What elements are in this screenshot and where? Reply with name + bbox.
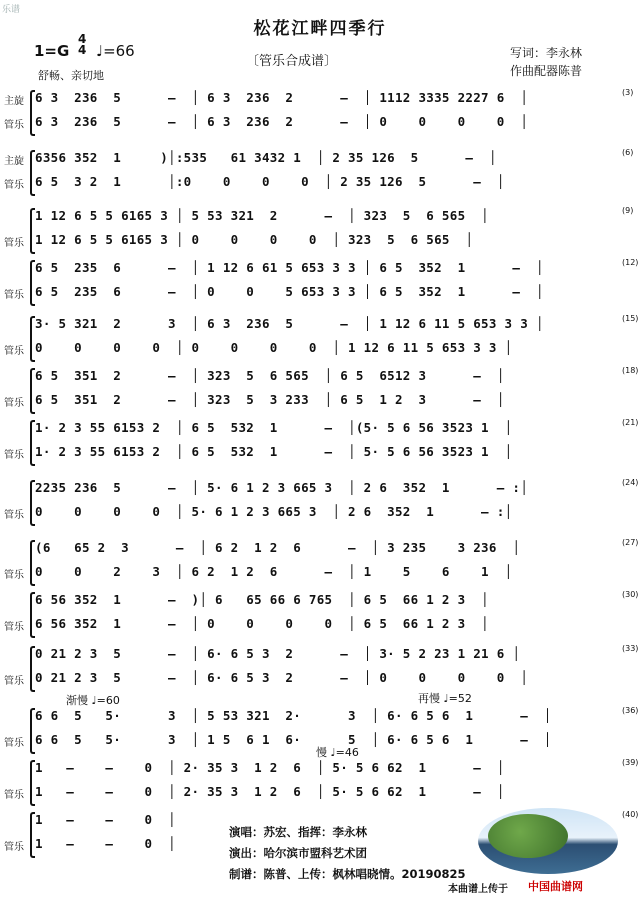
part-label: 管乐 <box>4 290 24 301</box>
staff-row <box>0 782 640 802</box>
staff-row <box>0 590 640 610</box>
upload-note: 本曲谱上传于 <box>448 884 508 895</box>
part-label: 管乐 <box>4 622 24 633</box>
tempo-marking: ♩=66 <box>96 42 135 60</box>
notation-line: 1 – – 0 │ 2· 35 3 1 2 6 │ 5· 5 6 62 1 – │ <box>35 760 505 775</box>
notation-line: 0 21 2 3 5 – │ 6· 6 5 3 2 – │ 0 0 0 0 │ <box>35 670 529 685</box>
staff-row <box>0 390 640 410</box>
footer-performer: 演出：哈尔滨市盟科艺术团 <box>229 846 367 860</box>
notation-line: 1 – – 0 │ <box>35 812 176 827</box>
notation-line: 6 3 236 5 – │ 6 3 236 2 – │ 1112 3335 2227 6 │ <box>35 90 529 105</box>
time-sig-top: 4 <box>78 32 87 46</box>
part-label: 管乐 <box>4 510 24 521</box>
part-label: 管乐 <box>4 676 24 687</box>
time-sig-bottom: 4 <box>78 43 87 57</box>
staff-row <box>0 706 640 726</box>
staff-row <box>0 314 640 334</box>
part-label: 管乐 <box>4 450 24 461</box>
notation-line: 6 5 235 6 – │ 1 12 6 61 5 653 3 3 │ 6 5 352 1 – │ <box>35 260 544 275</box>
measure-number: (27) <box>622 538 639 547</box>
arranger-credit: 作曲配器陈普 <box>510 64 583 78</box>
measure-number: (6) <box>622 148 634 157</box>
part-label: 管乐 <box>4 180 24 191</box>
key-signature: 1=G <box>34 42 70 60</box>
footer-singer: 演唱：苏宏、指挥：李永林 <box>229 825 367 839</box>
notation-line: 6 6 5 5· 3 │ 5 53 321 2· 3 │ 6· 6 5 6 1 – │ <box>35 708 552 723</box>
notation-line: 6 5 235 6 – │ 0 0 5 653 3 3 │ 6 5 352 1 – │ <box>35 284 544 299</box>
notation-line: 0 0 2 3 │ 6 2 1 2 6 – │ 1 5 6 1 │ <box>35 564 513 579</box>
notation-line: 6 3 236 5 – │ 6 3 236 2 – │ 0 0 0 0 │ <box>35 114 529 129</box>
score-subtitle: 〔管乐合成谱〕 <box>246 54 338 69</box>
measure-number: (30) <box>622 590 639 599</box>
tree-shape <box>488 814 568 858</box>
mood-marking: 舒畅、亲切地 <box>38 69 104 82</box>
notation-line: 2235 236 5 – │ 5· 6 1 2 3 665 3 │ 2 6 352 1 – :│ <box>35 480 529 495</box>
notation-line: 0 0 0 0 │ 5· 6 1 2 3 665 3 │ 2 6 352 1 – :│ <box>35 504 513 519</box>
notation-line: 0 0 0 0 │ 0 0 0 0 │ 1 12 6 11 5 653 3 3 │ <box>35 340 513 355</box>
staff-row <box>0 644 640 664</box>
notation-line: 1· 2 3 55 6153 2 │ 6 5 532 1 – │(5· 5 6 56 3523 1 │ <box>35 420 513 435</box>
staff-row <box>0 230 640 250</box>
part-label: 管乐 <box>4 842 24 853</box>
staff-row <box>0 418 640 438</box>
staff-row <box>0 668 640 688</box>
notation-line: 1 – – 0 │ <box>35 836 176 851</box>
notation-line: 6 5 351 2 – │ 323 5 3 233 │ 6 5 1 2 3 – │ <box>35 392 505 407</box>
measure-number: (18) <box>622 366 639 375</box>
measure-number: (39) <box>622 758 639 767</box>
tempo-change-marking: 慢 ♩=46 <box>316 746 359 759</box>
measure-number: (15) <box>622 314 639 323</box>
staff-row <box>0 338 640 358</box>
notation-line: 3· 5 321 2 3 │ 6 3 236 5 – │ 1 12 6 11 5 653 3 3 │ <box>35 316 544 331</box>
staff-row <box>0 442 640 462</box>
notation-line: 6 5 351 2 – │ 323 5 6 565 │ 6 5 6512 3 – │ <box>35 368 505 383</box>
part-label: 管乐 <box>4 738 24 749</box>
measure-number: (24) <box>622 478 639 487</box>
part-label: 主旋 <box>4 96 24 107</box>
notation-line: 6 56 352 1 – │ 0 0 0 0 │ 6 5 66 1 2 3 │ <box>35 616 489 631</box>
staff-row <box>0 562 640 582</box>
measure-number: (40) <box>622 810 639 819</box>
staff-row <box>0 478 640 498</box>
part-label: 管乐 <box>4 790 24 801</box>
measure-number: (9) <box>622 206 634 215</box>
notation-line: 6 5 3 2 1 │:0 0 0 0 │ 2 35 126 5 – │ <box>35 174 505 189</box>
notation-line: 6356 352 1 )│:535 61 3432 1 │ 2 35 126 5 – │ <box>35 150 497 165</box>
staff-row <box>0 614 640 634</box>
part-label: 管乐 <box>4 120 24 131</box>
staff-row <box>0 258 640 278</box>
staff-row <box>0 366 640 386</box>
staff-row <box>0 758 640 778</box>
part-label: 管乐 <box>4 398 24 409</box>
time-signature <box>78 34 86 56</box>
measure-number: (33) <box>622 644 639 653</box>
staff-row <box>0 148 640 168</box>
part-label: 管乐 <box>4 346 24 357</box>
landscape-photo <box>478 808 618 874</box>
notation-line: 6 56 352 1 – )│ 6 65 66 6 765 │ 6 5 66 1 2 3 │ <box>35 592 489 607</box>
staff-row <box>0 88 640 108</box>
part-label: 主旋 <box>4 156 24 167</box>
staff-row <box>0 502 640 522</box>
tempo-change-marking: 再慢 ♩=52 <box>418 692 472 705</box>
tempo-change-marking: 渐慢 ♩=60 <box>66 694 120 707</box>
site-logo: 乐谱 <box>2 5 21 15</box>
measure-number: (21) <box>622 418 639 427</box>
notation-line: 1 12 6 5 5 6165 3 │ 0 0 0 0 │ 323 5 6 565 │ <box>35 232 474 247</box>
staff-row <box>0 172 640 192</box>
notation-line: 1 12 6 5 5 6165 3 │ 5 53 321 2 – │ 323 5 6 565 │ <box>35 208 489 223</box>
measure-number: (36) <box>622 706 639 715</box>
measure-number: (12) <box>622 258 639 267</box>
staff-row <box>0 538 640 558</box>
staff-row <box>0 206 640 226</box>
lyricist-credit: 写词：李永林 <box>510 46 583 60</box>
measure-number: (3) <box>622 88 634 97</box>
part-label: 管乐 <box>4 238 24 249</box>
notation-line: 1· 2 3 55 6153 2 │ 6 5 532 1 – │ 5· 5 6 56 3523 1 │ <box>35 444 513 459</box>
staff-row <box>0 282 640 302</box>
notation-line: (6 65 2 3 – │ 6 2 1 2 6 – │ 3 235 3 236 │ <box>35 540 521 555</box>
notation-line: 6 6 5 5· 3 │ 1 5 6 1 6· 5 │ 6· 6 5 6 1 – │ <box>35 732 552 747</box>
part-label: 管乐 <box>4 570 24 581</box>
footer-producer: 制谱：陈普、上传：枫林唱晓情。20190825 <box>229 867 466 881</box>
score-title: 松花江畔四季行 <box>253 19 387 39</box>
staff-row <box>0 112 640 132</box>
notation-line: 0 21 2 3 5 – │ 6· 6 5 3 2 – │ 3· 5 2 23 1 21 6 │ <box>35 646 521 661</box>
notation-line: 1 – – 0 │ 2· 35 3 1 2 6 │ 5· 5 6 62 1 – │ <box>35 784 505 799</box>
site-name: 中国曲谱网 <box>528 880 583 893</box>
